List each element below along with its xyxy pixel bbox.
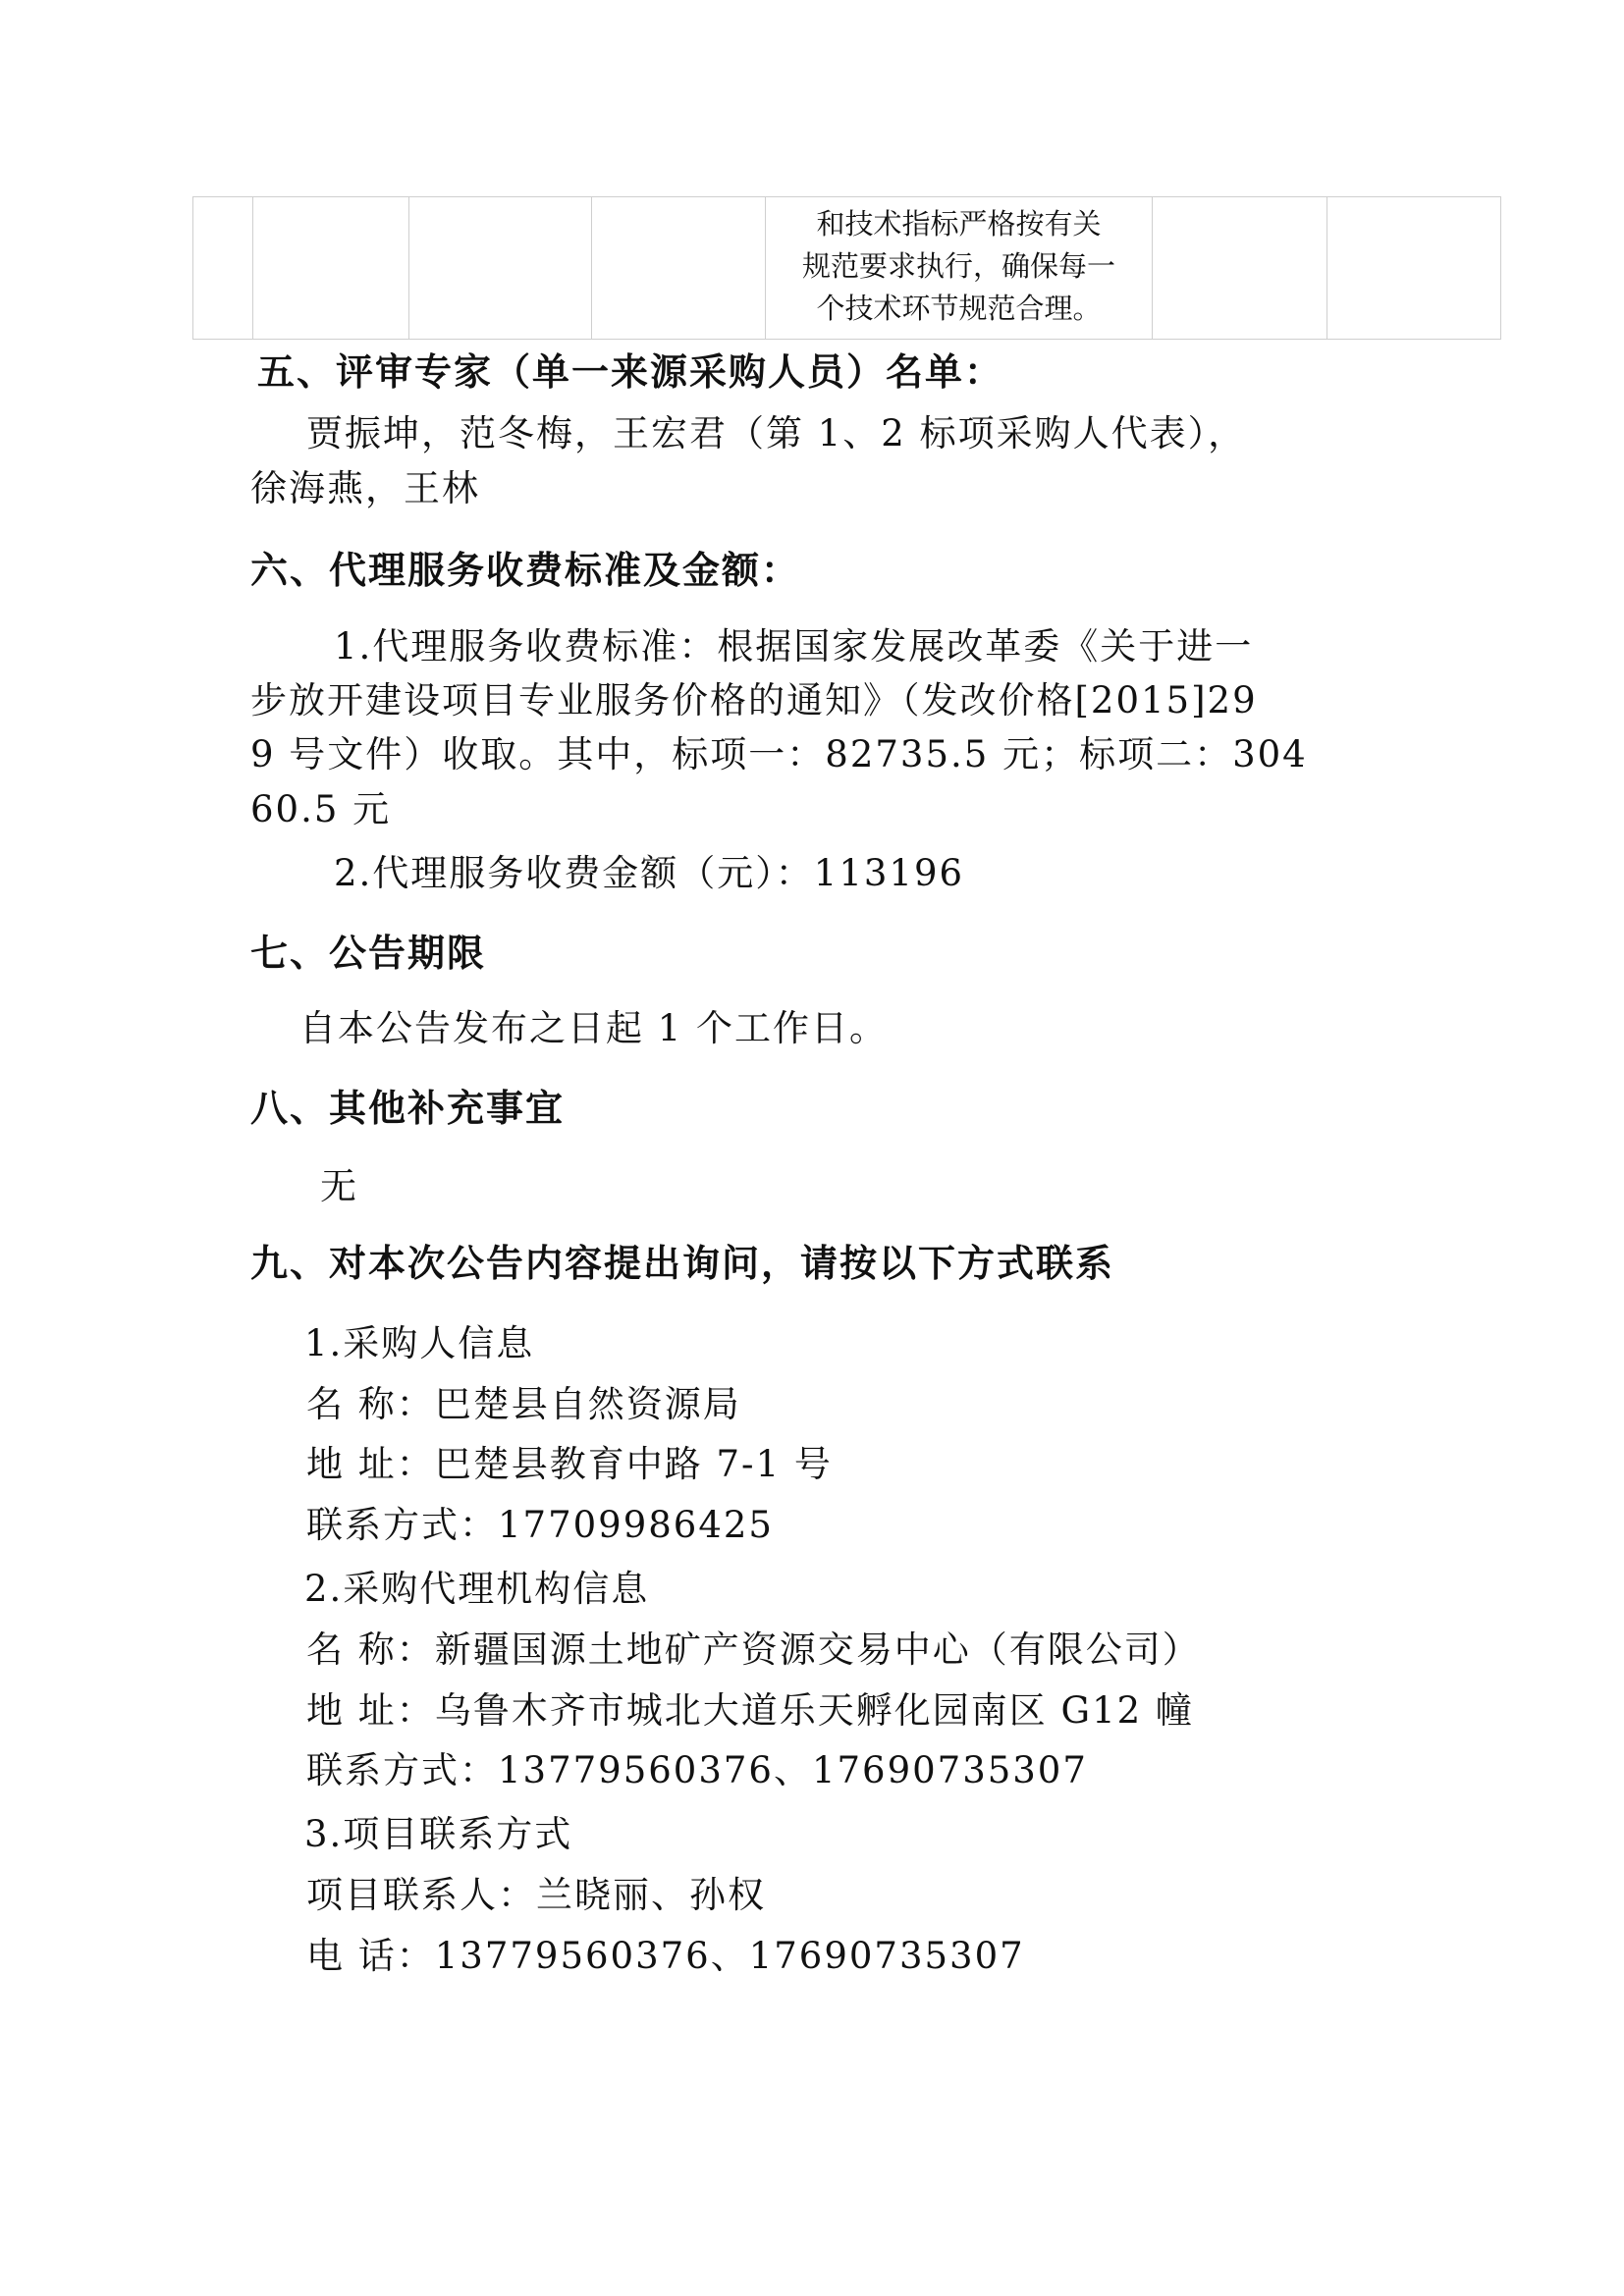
table-cell <box>1327 197 1501 340</box>
other-matters-line: 无 <box>320 1165 358 1207</box>
project-contact-phone: 电 话：13779560376、17690735307 <box>306 1935 1025 1977</box>
fee-paragraph-line: 步放开建设项目专业服务价格的通知》（发改价格[2015]29 <box>250 679 1258 721</box>
cell-line: 个技术环节规范合理。 <box>816 292 1102 325</box>
cell-line: 规范要求执行，确保每一 <box>801 249 1115 283</box>
table-cell <box>409 197 592 340</box>
fee-paragraph-line: 1.代理服务收费标准：根据国家发展改革委《关于进一 <box>334 625 1254 667</box>
agency-contact: 联系方式：13779560376、17690735307 <box>306 1749 1088 1791</box>
fee-paragraph-line: 60.5 元 <box>250 788 392 830</box>
section-heading-5: 五、评审专家（单一来源采购人员）名单： <box>257 350 1004 394</box>
cell-line: 和技术指标严格按有关 <box>816 207 1102 240</box>
section-heading-6: 六、代理服务收费标准及金额： <box>250 549 801 592</box>
purchaser-name: 名 称：巴楚县自然资源局 <box>306 1383 741 1425</box>
fee-amount-line: 2.代理服务收费金额（元）：113196 <box>334 852 965 894</box>
agency-name: 名 称：新疆国源土地矿产资源交易中心（有限公司） <box>306 1629 1201 1671</box>
table-cell <box>592 197 766 340</box>
section-heading-8: 八、其他补充事宜 <box>250 1087 566 1130</box>
project-contact-title: 3.项目联系方式 <box>304 1813 573 1855</box>
table-cell <box>1153 197 1327 340</box>
expert-list-line: 徐海燕，王林 <box>250 467 480 509</box>
purchaser-contact: 联系方式：17709986425 <box>306 1504 774 1546</box>
section-heading-9: 九、对本次公告内容提出询问，请按以下方式联系 <box>250 1242 1115 1285</box>
agency-address: 地 址：乌鲁木齐市城北大道乐天孵化园南区 G12 幢 <box>306 1689 1194 1732</box>
fee-paragraph-line: 9 号文件）收取。其中，标项一：82735.5 元；标项二：304 <box>250 733 1308 775</box>
agency-title: 2.采购代理机构信息 <box>304 1568 650 1610</box>
table-fragment <box>192 196 1501 340</box>
table-cell <box>193 197 253 340</box>
table-cell-text <box>766 197 1153 340</box>
table-cell <box>253 197 409 340</box>
table-row <box>193 197 1501 340</box>
notice-period-line: 自本公告发布之日起 1 个工作日。 <box>299 1007 889 1049</box>
purchaser-title: 1.采购人信息 <box>304 1322 535 1364</box>
section-heading-7: 七、公告期限 <box>250 932 487 975</box>
purchaser-address: 地 址：巴楚县教育中路 7-1 号 <box>306 1443 833 1485</box>
project-contact-person: 项目联系人：兰晓丽、孙权 <box>306 1874 766 1916</box>
expert-list-line: 贾振坤，范冬梅，王宏君（第 1、2 标项采购人代表）， <box>306 412 1247 454</box>
